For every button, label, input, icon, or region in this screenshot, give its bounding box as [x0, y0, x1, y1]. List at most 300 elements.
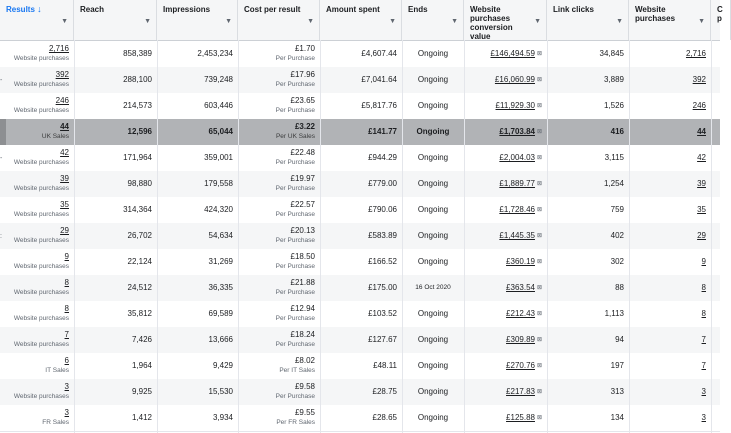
cell-wp[interactable]: [629, 171, 711, 197]
cell-results-value[interactable]: 29: [60, 226, 69, 235]
cell-conv-value[interactable]: £309.89: [506, 335, 535, 344]
cell-cpr: [238, 119, 320, 145]
column-header-truncated-label: C p: [717, 5, 723, 23]
cell-results[interactable]: [0, 249, 74, 275]
cell-cpr-subtitle: Per Purchase: [275, 81, 315, 88]
cell-wp-value[interactable]: 7: [701, 361, 706, 370]
cell-impressions-value: 603,446: [204, 101, 233, 110]
cell-conv[interactable]: [464, 249, 547, 275]
cell-ends-value: Ongoing: [417, 205, 449, 214]
cell-clicks: [547, 353, 629, 379]
cell-ends: [402, 353, 464, 379]
column-header-amount-spent-label: Amount spent: [326, 5, 380, 14]
cell-conv-value[interactable]: £125.88: [506, 413, 535, 422]
cell-reach-value: 98,880: [127, 179, 152, 188]
cell-results[interactable]: [0, 405, 74, 431]
cell-impressions-value: 739,248: [204, 75, 233, 84]
column-header-ends[interactable]: [402, 0, 464, 40]
cell-results-subtitle: Website purchases: [13, 341, 69, 348]
cell-cpr: [238, 145, 320, 171]
cell-cpr: [238, 379, 320, 405]
cell-spent: [320, 93, 402, 119]
cell-impressions: [157, 197, 238, 223]
cell-spent: [320, 405, 402, 431]
cell-wp-value[interactable]: 3: [701, 413, 706, 422]
cell-clicks-value: 1,526: [603, 101, 624, 110]
cell-results-subtitle: FR Sales: [42, 419, 69, 426]
cell-results[interactable]: [0, 275, 74, 301]
cell-results-value[interactable]: 35: [60, 200, 69, 209]
cell-reach-value: 12,596: [127, 127, 152, 136]
cell-impressions: [157, 353, 238, 379]
cell-cpr-subtitle: Per FR Sales: [276, 419, 315, 426]
compare-icon[interactable]: ⊠: [536, 389, 542, 395]
cell-cpr-value: £23.65: [290, 96, 315, 105]
cell-cpr: [238, 41, 320, 67]
cell-spent-value: £944.29: [368, 153, 397, 162]
cell-cpr-value: £22.57: [290, 200, 315, 209]
cell-spent: [320, 301, 402, 327]
table-row[interactable]: [0, 353, 720, 380]
cell-wp[interactable]: [629, 93, 711, 119]
cell-impressions-value: 424,320: [204, 205, 233, 214]
cell-results-value[interactable]: 8: [64, 278, 69, 287]
cell-results-subtitle: Website purchases: [13, 185, 69, 192]
cell-impressions-value: 69,589: [208, 309, 233, 318]
cell-results-value[interactable]: 6: [64, 356, 69, 365]
cell-results-value[interactable]: 3: [64, 382, 69, 391]
cell-cpr-value: £8.02: [294, 356, 315, 365]
cell-ends: [402, 197, 464, 223]
chevron-down-icon[interactable]: ▼: [225, 18, 232, 25]
cell-cpr-value: £3.22: [294, 122, 315, 131]
cell-conv-value[interactable]: £270.76: [506, 361, 535, 370]
cell-wp-value[interactable]: 29: [697, 231, 706, 240]
cell-conv-value[interactable]: £1,703.84: [499, 127, 535, 136]
compare-icon[interactable]: ⊠: [536, 363, 542, 369]
cell-clicks-value: 1,113: [604, 309, 624, 318]
cell-results-subtitle: Website purchases: [13, 393, 69, 400]
cell-results-value[interactable]: 2,716: [48, 44, 69, 53]
cell-wp-value[interactable]: 3: [701, 387, 706, 396]
cell-conv[interactable]: [464, 171, 547, 197]
cell-clicks: [547, 327, 629, 353]
cell-spent: [320, 119, 402, 145]
cell-conv[interactable]: [464, 405, 547, 431]
cell-wp[interactable]: [629, 197, 711, 223]
cell-ends: [402, 301, 464, 327]
cell-clicks-value: 402: [610, 231, 624, 240]
chevron-down-icon[interactable]: ▼: [389, 18, 396, 25]
cell-wp-value[interactable]: 2,716: [685, 49, 706, 58]
compare-icon[interactable]: ⊠: [536, 103, 542, 109]
column-header-link-clicks[interactable]: [547, 0, 629, 40]
cell-cpr-subtitle: Per Purchase: [275, 289, 315, 296]
cell-results[interactable]: [0, 379, 74, 405]
cell-conv[interactable]: [464, 145, 547, 171]
cell-conv[interactable]: [464, 119, 547, 145]
compare-icon[interactable]: ⊠: [536, 51, 542, 57]
cell-results[interactable]: [0, 145, 74, 171]
cell-clicks: [547, 197, 629, 223]
cell-cpr-subtitle: Per Purchase: [275, 55, 315, 62]
cell-cpr-value: £22.48: [290, 148, 315, 157]
cell-conv[interactable]: [464, 93, 547, 119]
cell-spent: [320, 67, 402, 93]
cell-cpr-value: £20.13: [290, 226, 315, 235]
cell-impressions-value: 65,044: [208, 127, 233, 136]
cell-reach: [74, 275, 157, 301]
cell-wp-value[interactable]: 39: [697, 179, 706, 188]
cell-spent-value: £5,817.76: [361, 101, 397, 110]
cell-spent-value: £28.75: [372, 387, 397, 396]
cell-ends-value: Ongoing: [417, 387, 449, 396]
cell-spent-value: £4,607.44: [361, 49, 397, 58]
cell-conv-value[interactable]: £146,494.59: [490, 49, 535, 58]
cell-wp[interactable]: [629, 327, 711, 353]
cell-wp[interactable]: [629, 145, 711, 171]
cell-results[interactable]: [0, 67, 74, 93]
cell-ends-value: Ongoing: [417, 231, 449, 240]
compare-icon[interactable]: ⊠: [536, 77, 542, 83]
cell-clicks: [547, 301, 629, 327]
cell-results-value[interactable]: 44: [60, 122, 69, 131]
cell-impressions-value: 15,530: [208, 387, 233, 396]
cell-conv-value[interactable]: £363.54: [506, 283, 535, 292]
cell-reach: [74, 145, 157, 171]
cell-wp[interactable]: [629, 301, 711, 327]
cell-impressions-value: 2,453,234: [197, 49, 233, 58]
cell-conv-value[interactable]: £360.19: [506, 257, 535, 266]
cell-reach-value: 214,573: [123, 101, 152, 110]
cell-wp-value[interactable]: 246: [692, 101, 706, 110]
cell-results-value[interactable]: 392: [55, 70, 69, 79]
cell-cpr-value: £9.58: [294, 382, 315, 391]
table-header: [0, 0, 723, 41]
compare-icon[interactable]: ⊠: [536, 233, 542, 239]
compare-icon[interactable]: ⊠: [536, 337, 542, 343]
cell-cpr: [238, 275, 320, 301]
column-divider: [629, 40, 630, 433]
cell-cpr: [238, 171, 320, 197]
cell-reach: [74, 223, 157, 249]
cell-cpr: [238, 223, 320, 249]
cell-conv[interactable]: [464, 275, 547, 301]
cell-results[interactable]: [0, 171, 74, 197]
cell-results[interactable]: [0, 327, 74, 353]
cell-clicks-value: 134: [610, 413, 624, 422]
cell-spent: [320, 197, 402, 223]
cell-cpr-value: £18.24: [290, 330, 315, 339]
cell-wp-value[interactable]: 9: [701, 257, 706, 266]
cell-results[interactable]: [0, 353, 74, 379]
cell-conv[interactable]: [464, 197, 547, 223]
cell-cpr-value: £19.97: [290, 174, 315, 183]
cell-results[interactable]: [0, 223, 74, 249]
column-header-results[interactable]: [0, 0, 74, 40]
row-left-glyph: -: [0, 77, 3, 84]
cell-cpr: [238, 93, 320, 119]
cell-cpr: [238, 353, 320, 379]
cell-reach: [74, 171, 157, 197]
cell-clicks: [547, 41, 629, 67]
cell-conv[interactable]: [464, 327, 547, 353]
chevron-down-icon[interactable]: ▼: [61, 18, 68, 25]
cell-ends-value: Ongoing: [417, 309, 449, 318]
cell-cpr-subtitle: Per IT Sales: [279, 367, 315, 374]
cell-conv-value[interactable]: £2,004.03: [499, 153, 535, 162]
cell-conv[interactable]: [464, 223, 547, 249]
cell-reach-value: 1,964: [131, 361, 152, 370]
cell-conv[interactable]: [464, 41, 547, 67]
compare-icon[interactable]: ⊠: [536, 311, 542, 317]
cell-results[interactable]: [0, 197, 74, 223]
cell-clicks: [547, 223, 629, 249]
cell-reach-value: 1,412: [131, 413, 152, 422]
cell-clicks: [547, 145, 629, 171]
compare-icon[interactable]: ⊠: [536, 415, 542, 421]
cell-conv[interactable]: [464, 379, 547, 405]
table-row[interactable]: [0, 41, 720, 68]
cell-cpr: [238, 67, 320, 93]
cell-results-subtitle: IT Sales: [45, 367, 69, 374]
cell-ends: [402, 405, 464, 431]
cell-wp[interactable]: [629, 223, 711, 249]
cell-impressions-value: 179,558: [204, 179, 233, 188]
cell-reach: [74, 327, 157, 353]
cell-wp-value[interactable]: 42: [697, 153, 706, 162]
cell-conv-value[interactable]: £212.43: [506, 309, 535, 318]
column-header-ends-label: Ends: [408, 5, 428, 14]
cell-results-subtitle: Website purchases: [13, 107, 69, 114]
cell-wp-value[interactable]: 8: [701, 283, 706, 292]
column-header-truncated[interactable]: [711, 0, 731, 40]
compare-icon[interactable]: ⊠: [536, 259, 542, 265]
cell-conv-value[interactable]: £1,889.77: [499, 179, 535, 188]
cell-clicks: [547, 379, 629, 405]
table-row[interactable]: [0, 301, 720, 328]
cell-wp[interactable]: [629, 405, 711, 431]
cell-ends: [402, 41, 464, 67]
cell-cpr-value: £18.50: [290, 252, 315, 261]
cell-spent-value: £175.00: [368, 283, 397, 292]
chevron-down-icon[interactable]: ▼: [451, 18, 458, 25]
table-row[interactable]: [0, 379, 720, 406]
cell-clicks: [547, 405, 629, 431]
table-row[interactable]: [0, 67, 720, 94]
cell-reach-value: 314,364: [123, 205, 152, 214]
cell-wp[interactable]: [629, 41, 711, 67]
cell-wp-value[interactable]: 8: [701, 309, 706, 318]
cell-reach-value: 171,964: [123, 153, 152, 162]
cell-spent-value: £7,041.64: [361, 75, 397, 84]
cell-reach: [74, 301, 157, 327]
cell-reach: [74, 67, 157, 93]
cell-impressions: [157, 41, 238, 67]
cell-spent: [320, 223, 402, 249]
cell-impressions-value: 31,269: [208, 257, 233, 266]
cell-conv[interactable]: [464, 353, 547, 379]
cell-ends: [402, 171, 464, 197]
cell-ends: [402, 119, 464, 145]
cell-results-value[interactable]: 7: [64, 330, 69, 339]
table-row[interactable]: [0, 119, 720, 146]
cell-spent-value: £166.52: [368, 257, 397, 266]
cell-impressions: [157, 379, 238, 405]
column-header-website-purchases[interactable]: [629, 0, 711, 40]
cell-ends-value: Ongoing: [417, 257, 449, 266]
table-row[interactable]: [0, 223, 720, 250]
cell-cpr-value: £17.96: [290, 70, 315, 79]
column-divider: [157, 40, 158, 433]
cell-cpr-subtitle: Per Purchase: [275, 185, 315, 192]
column-divider: [320, 40, 321, 433]
chevron-down-icon[interactable]: ▼: [616, 18, 623, 25]
cell-conv-value[interactable]: £1,728.46: [499, 205, 535, 214]
column-divider: [74, 40, 75, 433]
cell-cpr-value: £21.88: [290, 278, 315, 287]
cell-cpr-subtitle: Per Purchase: [275, 263, 315, 270]
cell-results-subtitle: Website purchases: [13, 55, 69, 62]
cell-reach: [74, 353, 157, 379]
table-row[interactable]: [0, 275, 720, 302]
cell-results-subtitle: Website purchases: [13, 289, 69, 296]
cell-conv-value[interactable]: £11,929.30: [495, 101, 535, 110]
column-header-amount-spent[interactable]: [320, 0, 402, 40]
chevron-down-icon[interactable]: ▼: [307, 18, 314, 25]
cell-impressions-value: 9,429: [212, 361, 233, 370]
cell-results-value[interactable]: 3: [64, 408, 69, 417]
column-header-impressions[interactable]: [157, 0, 238, 40]
table-row[interactable]: [0, 197, 720, 224]
column-header-results-label: Results: [6, 5, 35, 14]
cell-results-value[interactable]: 39: [60, 174, 69, 183]
chevron-down-icon[interactable]: ▼: [144, 18, 151, 25]
cell-wp-value[interactable]: 392: [692, 75, 706, 84]
cell-reach: [74, 379, 157, 405]
cell-spent-value: £583.89: [368, 231, 397, 240]
cell-wp[interactable]: [629, 249, 711, 275]
cell-results[interactable]: [0, 119, 74, 145]
compare-icon[interactable]: ⊠: [536, 181, 542, 187]
table-row[interactable]: [0, 249, 720, 276]
cell-results[interactable]: [0, 301, 74, 327]
chevron-down-icon[interactable]: ▼: [698, 18, 705, 25]
cell-clicks-value: 34,845: [599, 49, 624, 58]
compare-icon[interactable]: ⊠: [536, 285, 542, 291]
column-divider: [238, 40, 239, 433]
cell-clicks: [547, 67, 629, 93]
cell-clicks: [547, 93, 629, 119]
cell-ends-value: 16 Oct 2020: [415, 284, 451, 291]
cell-clicks: [547, 171, 629, 197]
cell-results-value[interactable]: 42: [60, 148, 69, 157]
compare-icon[interactable]: ⊠: [536, 155, 542, 161]
cell-spent: [320, 249, 402, 275]
cell-results[interactable]: [0, 41, 74, 67]
cell-ends-value: Ongoing: [417, 335, 449, 344]
row-left-glyph: :: [0, 233, 2, 240]
cell-wp-value[interactable]: 44: [697, 127, 706, 136]
column-header-conversion-value[interactable]: [464, 0, 547, 40]
cell-reach: [74, 197, 157, 223]
compare-icon[interactable]: ⊠: [536, 129, 542, 135]
cell-cpr-subtitle: Per Purchase: [275, 341, 315, 348]
table-row[interactable]: [0, 171, 720, 198]
cell-reach: [74, 405, 157, 431]
cell-cpr-subtitle: Per Purchase: [275, 393, 315, 400]
column-header-cost-per-result-label: Cost per result: [244, 5, 301, 14]
column-header-cost-per-result[interactable]: [238, 0, 320, 40]
table-row[interactable]: [0, 405, 720, 432]
cell-wp[interactable]: [629, 275, 711, 301]
cell-results-value[interactable]: 246: [55, 96, 69, 105]
cell-clicks: [547, 275, 629, 301]
cell-clicks-value: 759: [610, 205, 624, 214]
cell-ends-value: Ongoing: [417, 179, 449, 188]
cell-wp-value[interactable]: 7: [701, 335, 706, 344]
cell-reach: [74, 41, 157, 67]
chevron-down-icon[interactable]: ▼: [534, 18, 541, 25]
cell-wp[interactable]: [629, 379, 711, 405]
cell-cpr-subtitle: Per Purchase: [275, 237, 315, 244]
cell-clicks: [547, 119, 629, 145]
cell-cpr-value: £9.55: [294, 408, 315, 417]
cell-wp-value[interactable]: 35: [697, 205, 706, 214]
cell-clicks: [547, 249, 629, 275]
cell-cpr-subtitle: Per Purchase: [275, 211, 315, 218]
cell-impressions-value: 36,335: [208, 283, 233, 292]
column-divider: [402, 40, 403, 433]
cell-wp[interactable]: [629, 119, 711, 145]
table-row[interactable]: [0, 145, 720, 172]
cell-cpr: [238, 405, 320, 431]
cell-conv[interactable]: [464, 67, 547, 93]
cell-results-value[interactable]: 8: [64, 304, 69, 313]
table-row[interactable]: [0, 93, 720, 120]
table-row[interactable]: [0, 327, 720, 354]
column-header-reach[interactable]: [74, 0, 157, 40]
cell-impressions-value: 3,934: [212, 413, 233, 422]
cell-clicks-value: 3,889: [603, 75, 624, 84]
cell-ends-value: Ongoing: [416, 127, 450, 136]
cell-wp[interactable]: [629, 67, 711, 93]
cell-clicks-value: 313: [610, 387, 624, 396]
cell-reach-value: 7,426: [131, 335, 152, 344]
compare-icon[interactable]: ⊠: [536, 207, 542, 213]
cell-ends: [402, 327, 464, 353]
cell-results[interactable]: [0, 93, 74, 119]
cell-wp[interactable]: [629, 353, 711, 379]
cell-conv[interactable]: [464, 301, 547, 327]
cell-clicks-value: 3,115: [604, 153, 624, 162]
cell-ends-value: Ongoing: [417, 101, 449, 110]
cell-conv-value[interactable]: £16,060.99: [494, 75, 535, 84]
cell-results-value[interactable]: 9: [64, 252, 69, 261]
cell-cpr-subtitle: Per Purchase: [275, 315, 315, 322]
cell-impressions-value: 359,001: [204, 153, 233, 162]
cell-results-subtitle: Website purchases: [13, 237, 69, 244]
cell-spent: [320, 379, 402, 405]
column-header-reach-label: Reach: [80, 5, 105, 14]
cell-conv-value[interactable]: £217.83: [506, 387, 535, 396]
cell-conv-value[interactable]: £1,445.35: [499, 231, 535, 240]
cell-spent: [320, 145, 402, 171]
cell-impressions-value: 54,634: [208, 231, 233, 240]
cell-spent: [320, 275, 402, 301]
cell-spent-value: £790.06: [368, 205, 397, 214]
cell-spent-value: £127.67: [368, 335, 397, 344]
